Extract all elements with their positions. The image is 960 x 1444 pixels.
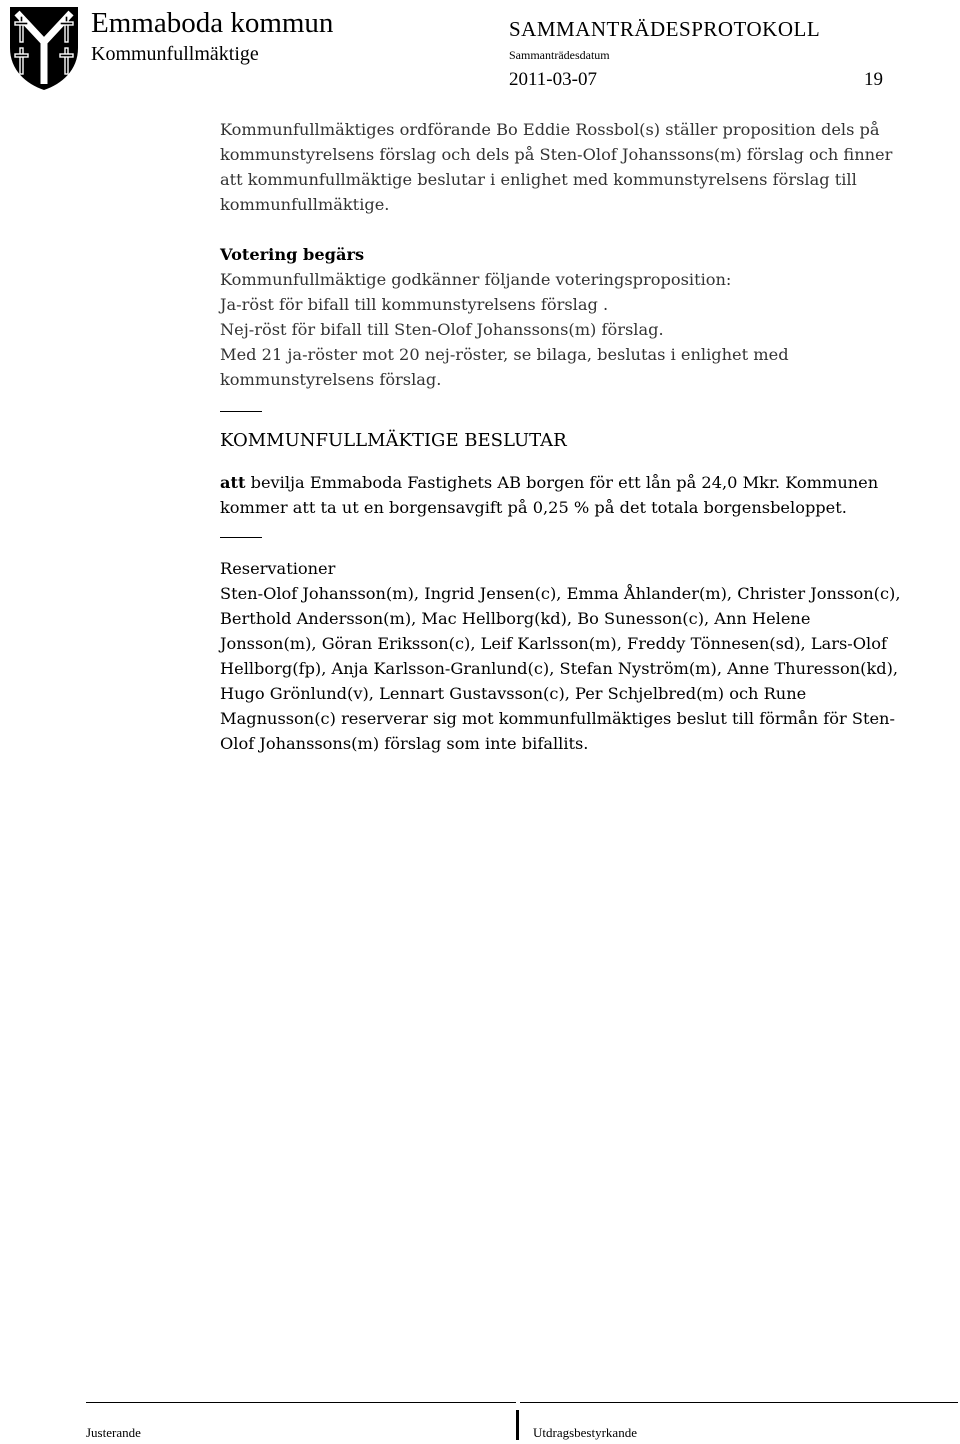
document-type: SAMMANTRÄDESPROTOKOLL [509,17,821,41]
text-line: att kommunfullmäktige beslutar i enlighet med kommunstyrelsens förslag till [220,170,857,189]
text-line: Jonsson(m), Göran Eriksson(c), Leif Karlsson(m), Freddy Tönnesen(sd), Lars-Olof [220,634,887,653]
text-line: kommer att ta ut en borgensavgift på 0,25 % på det totala borgensbeloppet. [220,498,847,517]
org-unit: Kommunfullmäktige [91,43,259,65]
text-line: kommunstyrelsens förslag och dels på Sten-Olof Johanssons(m) förslag och finner [220,145,893,164]
meeting-date: 2011-03-07 [509,69,597,90]
text-line: Hellborg(fp), Anja Karlsson-Granlund(c), Stefan Nyström(m), Anne Thuresson(kd), [220,659,899,678]
text-line: Sten-Olof Johansson(m), Ingrid Jensen(c), Emma Åhlander(m), Christer Jonsson(c), [220,584,901,603]
text-line: Nej-röst för bifall till Sten-Olof Johanssons(m) förslag. [220,320,664,339]
decision-paragraph [220,470,955,520]
footer-rule-right [520,1402,958,1403]
decision-text: bevilja Emmaboda Fastighets AB borgen för ett lån på 24,0 Mkr. Kommunen [245,473,879,492]
text-line: Med 21 ja-röster mot 20 nej-röster, se bilaga, beslutas i enlighet med [220,345,789,364]
decision-keyword: att [220,473,246,492]
text-line: Kommunfullmäktiges ordförande Bo Eddie Rossbol(s) ställer proposition dels på [220,120,880,139]
text-line: kommunstyrelsens förslag. [220,370,442,389]
section-divider [220,411,262,412]
footer-rule-left [86,1402,516,1403]
intro-paragraph [220,117,955,217]
text-line [220,470,955,495]
text-line: Olof Johanssons(m) förslag som inte bifallits. [220,734,589,753]
page-number: 19 [864,69,883,90]
text-line: Berthold Andersson(m), Mac Hellborg(kd), Bo Sunesson(c), Ann Helene [220,609,811,628]
footer-label-adjuster: Justerande [86,1425,141,1440]
footer-separator [516,1410,519,1440]
reservations-paragraph [220,581,955,756]
footer-label-certifier: Utdragsbestyrkande [533,1425,637,1440]
section-divider [220,537,262,538]
text-line: Hugo Grönlund(v), Lennart Gustavsson(c), Per Schjelbred(m) och Rune [220,684,807,703]
org-name: Emmaboda kommun [91,7,334,39]
text-line: kommunfullmäktige. [220,195,390,214]
coat-of-arms-icon [6,4,82,92]
meeting-date-label: Sammanträdesdatum [509,48,610,62]
text-line: Kommunfullmäktige godkänner följande voteringsproposition: [220,270,732,289]
text-line: Magnusson(c) reserverar sig mot kommunfullmäktiges beslut till förmån för Sten- [220,709,895,728]
vote-paragraph [220,267,955,392]
text-line: Ja-röst för bifall till kommunstyrelsens förslag . [220,295,609,314]
protocol-body [220,117,955,756]
vote-heading: Votering begärs [220,245,365,264]
decision-heading: KOMMUNFULLMÄKTIGE BESLUTAR [220,430,567,451]
reservations-title: Reservationer [220,559,336,578]
